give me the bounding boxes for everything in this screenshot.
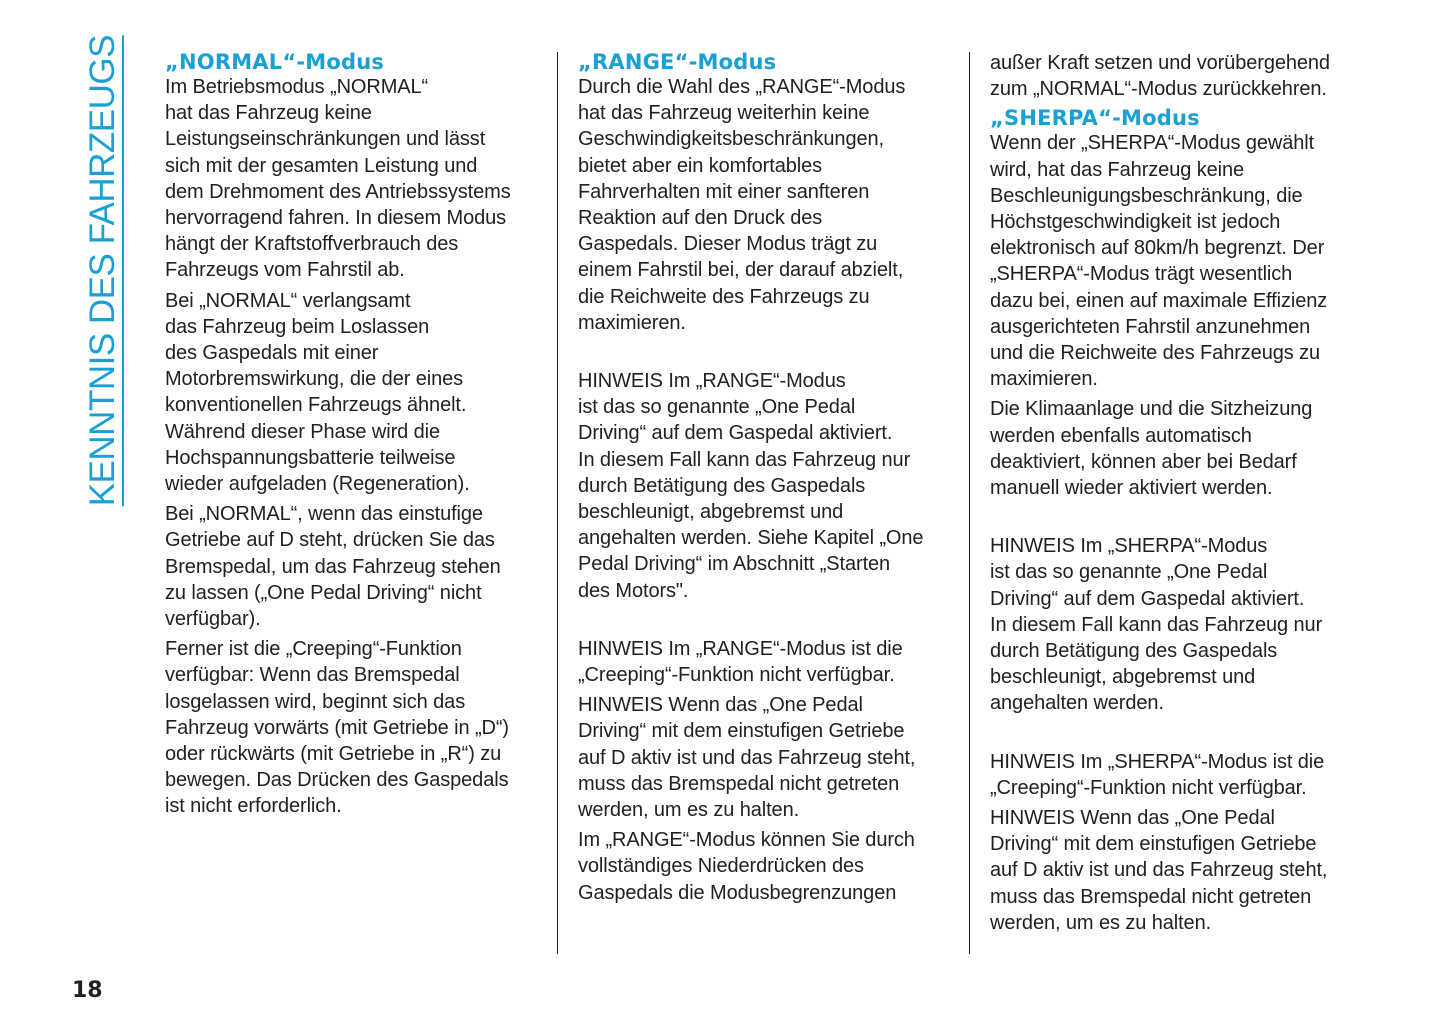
heading-normal-mode: „NORMAL“-Modus — [165, 50, 385, 74]
range-note-one-pedal: HINWEIS Im „RANGE“-Modus ist das so genannte „One Pedal Driving“ auf dem Gaspedal aktiviert. In diesem Fall kann das Fahrzeug nur durch Betätigung des Gaspedals beschleunigt, abgebremst und angehalten werden. Siehe Kapitel „One Pedal Driving“ im Abschnitt „Starten des Motors". — [578, 370, 924, 602]
range-paragraph-continued: außer Kraft setzen und vorübergehend zum „NORMAL“-Modus zurückkehren. — [990, 52, 1330, 101]
page-number: 18 — [72, 978, 103, 1003]
section-title-text: KENNTNIS DES FAHRZEUGS — [82, 35, 122, 507]
normal-paragraph-2: Bei „NORMAL“ verlangsamt das Fahrzeug beim Loslassen des Gaspedals mit einer Motorbremswirkung, die der eines konventionellen Fahrzeugs ähnelt. Während dieser Phase wird die Hochspannungsbatterie teilweise wieder aufgeladen (Regeneration). — [165, 289, 470, 496]
normal-paragraph-3: Bei „NORMAL“, wenn das einstufige Getriebe auf D steht, drücken Sie das Bremspedal, um das Fahrzeug stehen zu lassen („One Pedal Driving“ nicht verfügbar). — [165, 503, 501, 631]
column-divider-1 — [557, 52, 558, 954]
range-paragraph-1: Durch die Wahl des „RANGE“-Modus hat das Fahrzeug weiterhin keine Geschwindigkeitsbeschränkungen, bietet aber ein komfortables Fahrverhalten mit einer sanfteren Reaktion auf den Druck des Gaspedals. Dieser Modus trägt zu einem Fahrstil bei, der darauf abzielt, die Reichweite des Fahrzeugs zu maximieren. — [578, 76, 906, 334]
sherpa-paragraph-2: Die Klimaanlage und die Sitzheizung werden ebenfalls automatisch deaktiviert, können aber bei Bedarf manuell wieder aktiviert werden. — [990, 398, 1313, 500]
column-sherpa-mode — [990, 50, 1370, 940]
range-note-holding: HINWEIS Wenn das „One Pedal Driving“ mit dem einstufigen Getriebe auf D aktiv ist und das Fahrzeug steht, muss das Bremspedal nicht getreten werden, um es zu halten. — [578, 694, 916, 822]
section-title-vertical — [82, 35, 124, 507]
heading-range-mode: „RANGE“-Modus — [578, 50, 777, 74]
sherpa-note-creeping: HINWEIS Im „SHERPA“-Modus ist die „Creeping“-Funktion nicht verfügbar. — [990, 750, 1325, 799]
sherpa-note-holding: HINWEIS Wenn das „One Pedal Driving“ mit dem einstufigen Getriebe auf D aktiv ist und das Fahrzeug steht, muss das Bremspedal nicht getreten werden, um es zu halten. — [990, 807, 1328, 934]
heading-sherpa-mode: „SHERPA“-Modus — [990, 106, 1200, 131]
sherpa-paragraph-1: Wenn der „SHERPA“-Modus gewählt wird, hat das Fahrzeug keine Beschleunigungsbeschränkung, die Höchstgeschwindigkeit ist jedoch elektronisch auf 80km/h begrenzt. Der „SHERPA“-Modus trägt wesentlich dazu bei, einen auf maximale Effizienz ausgerichteten Fahrstil anzunehmen und die Reichweite des Fahrzeugs zu maximieren. — [990, 132, 1328, 391]
column-normal-mode — [165, 50, 545, 824]
range-paragraph-2: Im „RANGE“-Modus können Sie durch vollständiges Niederdrücken des Gaspedals die Modusbegrenzungen — [578, 829, 915, 904]
normal-paragraph-1: Im Betriebsmodus „NORMAL“ hat das Fahrzeug keine Leistungseinschränkungen und lässt sich mit der gesamten Leistung und dem Drehmoment des Antriebssystems hervorragend fahren. In diesem Modus hängt der Kraftstoffverbrauch des Fahrzeugs vom Fahrstil ab. — [165, 76, 511, 282]
range-note-creeping: HINWEIS Im „RANGE“-Modus ist die „Creeping“-Funktion nicht verfügbar. — [578, 637, 903, 687]
column-range-mode — [578, 50, 958, 910]
sherpa-note-one-pedal: HINWEIS Im „SHERPA“-Modus ist das so genannte „One Pedal Driving“ auf dem Gaspedal aktiviert. In diesem Fall kann das Fahrzeug nur durch Betätigung des Gaspedals beschleunigt, abgebremst und angehalten werden. — [990, 535, 1323, 715]
column-divider-2 — [969, 52, 970, 954]
normal-paragraph-4: Ferner ist die „Creeping“-Funktion verfügbar: Wenn das Bremspedal losgelassen wird, beginnt sich das Fahrzeug vorwärts (mit Getriebe in „D“) oder rückwärts (mit Getriebe in „R“) zu bewegen. Das Drücken des Gaspedals ist nicht erforderlich. — [165, 638, 509, 818]
